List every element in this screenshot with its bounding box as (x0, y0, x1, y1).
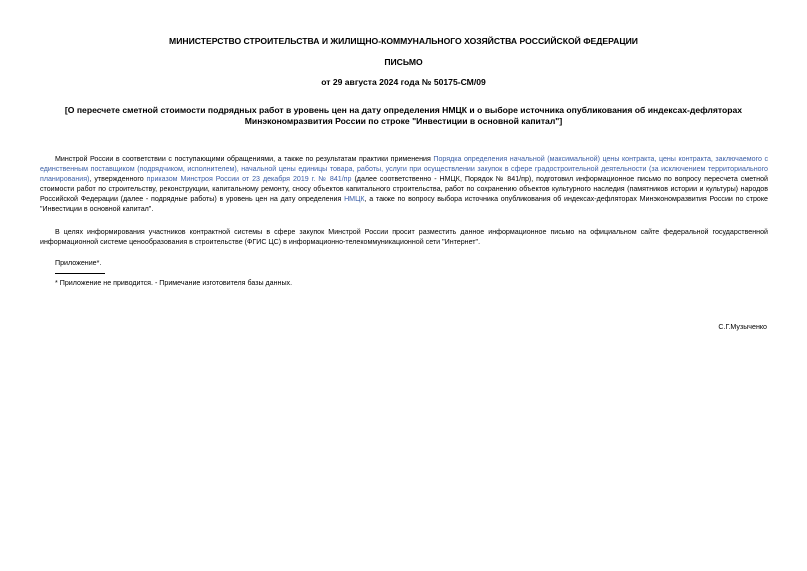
document-title: [О пересчете сметной стоимости подрядных работ в уровень цен на дату определения НМЦК и о выборе источника опубликования об индексах-дефляторах Минэкономразвития России по строке "Инвестиции в основной капитал"] (64, 105, 743, 126)
link-procedure[interactable]: Порядка определения начальной (максимальной) цены контракта, цены контракта, заключаемого с единственным поставщиком (подрядчиком, исполнителем), начальной цены единицы товара, работы, услуги при осуществлении закупок в сфере градостроительной деятельности (за исключением территориального планирования) (40, 155, 768, 183)
ministry-name: МИНИСТЕРСТВО СТРОИТЕЛЬСТВА И ЖИЛИЩНО-КОММУНАЛЬНОГО ХОЗЯЙСТВА РОССИЙСКОЙ ФЕДЕРАЦИИ (169, 36, 638, 46)
para1-text-1: Минстрой России в соответствии с поступающими обращениями, а также по результатам практики применения (55, 155, 434, 163)
appendix-label: Приложение*. (55, 259, 102, 267)
link-order[interactable]: приказом Минстроя России от 23 декабря 2019 г. № 841/пр (146, 175, 352, 183)
signatory-name: С.Г.Музыченко (718, 323, 767, 331)
body-paragraph-1 (40, 154, 768, 214)
footnote-divider (55, 273, 105, 274)
footnote-text: * Приложение не приводится. - Примечание изготовителя базы данных. (55, 279, 293, 287)
para1-text-2: , утвержденного (89, 175, 147, 183)
para1-text-3: (далее соответственно - НМЦК, Порядок № 841/пр), подготовил информационное письмо по вопросу пересчета сметной стоимости работ по строительству, реконструкции, капитальному ремонту, сносу объектов капитального строительства, работ по сохранению объектов культурного наследия (памятников истории и культуры) народов Российской Федерации (далее - подрядные работы) в уровень цен на дату определения (40, 175, 768, 203)
document-date-number: от 29 августа 2024 года № 50175-СМ/09 (321, 77, 486, 87)
para1-text-4: , а также по вопросу выбора источника опубликования об индексах-дефляторах Минэкономразвития России по строке "Инвестиции в основной капитал". (40, 195, 768, 213)
link-nmck[interactable]: НМЦК (344, 195, 365, 203)
document-type: ПИСЬМО (384, 57, 423, 67)
body-paragraph-2: В целях информирования участников контрактной системы в сфере закупок Минстрой России просит разместить данное информационное письмо на официальном сайте федеральной государственной информационной системе ценообразования в строительстве (ФГИС ЦС) в информационно-телекоммуникационной сети "Интернет". (40, 228, 768, 246)
